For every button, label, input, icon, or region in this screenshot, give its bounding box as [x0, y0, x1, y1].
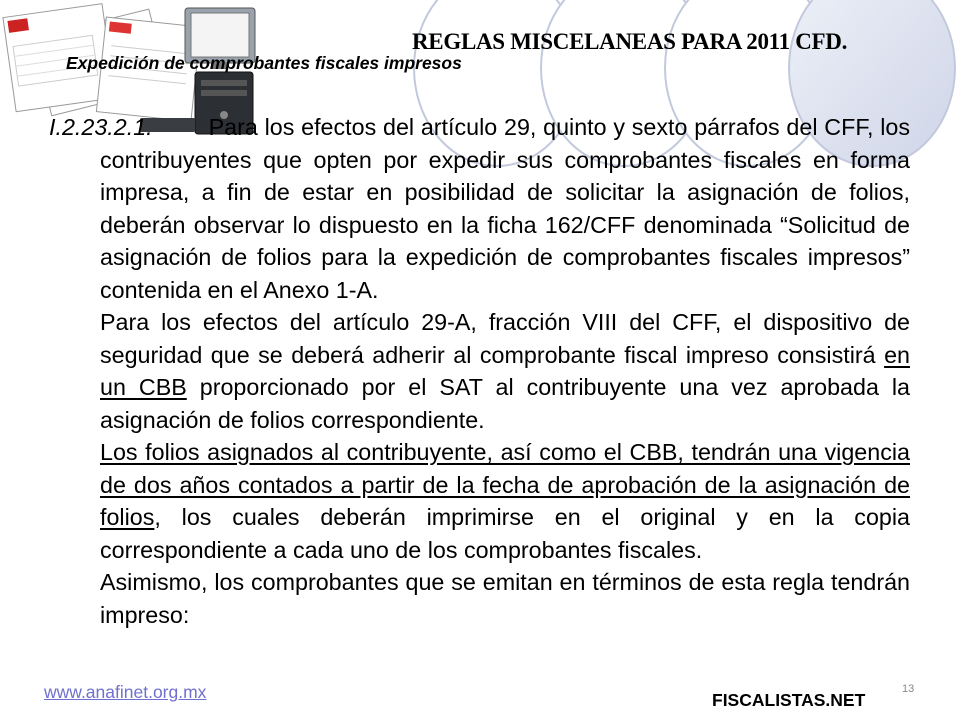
rule-paragraph-2-text-start: Para los efectos del artículo 29-A, fracción VIII del CFF, el dispositivo de seguridad que se deberá adherir al comprobante fiscal impreso consistirá — [100, 309, 910, 368]
rule-paragraph-1 — [49, 111, 910, 306]
rule-paragraph-3 — [100, 436, 910, 566]
rule-paragraph-1-text: Para los efectos del artículo 29, quinto y sexto párrafos del CFF, los contribuyentes que opten por expedir sus comprobantes fiscales en forma impresa, a fin de estar en posibilidad de solicitar la asignación de folios, deberán observar lo dispuesto en la ficha 162/CFF denominada “Solicitud de asignación de folios para la expedición de comprobantes fiscales impresos” contenida en el Anexo 1-A. — [100, 114, 910, 303]
footer-url-link[interactable]: www.anafinet.org.mx — [44, 682, 207, 702]
rule-paragraph-2-underlined: en un CBB — [100, 341, 910, 400]
section-subtitle: Expedición de comprobantes fiscales impresos — [66, 53, 462, 73]
page-number: 13 — [902, 683, 915, 695]
rule-paragraph-3-text-end: , los cuales deberán imprimirse en el original y en la copia correspondiente a cada uno de los comprobantes fiscales. — [100, 504, 910, 563]
footer-brand: FISCALISTAS.NET — [712, 690, 866, 710]
slide-title: REGLAS MISCELANEAS PARA 2011 CFD. — [412, 29, 848, 54]
rule-body — [49, 111, 910, 631]
rule-number: I.2.23.2.1. — [49, 114, 153, 140]
rule-paragraph-2-text-end: proporcionado por el SAT al contribuyente una vez aprobada la asignación de folios correspondiente. — [100, 374, 910, 433]
rule-paragraph-2 — [100, 306, 910, 436]
rule-paragraph-4: Asimismo, los comprobantes que se emitan en términos de esta regla tendrán impreso: — [100, 569, 910, 628]
rule-paragraph-3-underlined: Los folios asignados al contribuyente, así como el CBB, tendrán una vigencia de dos años contados a partir de la fecha de aprobación de la asignación de folios — [100, 439, 910, 530]
